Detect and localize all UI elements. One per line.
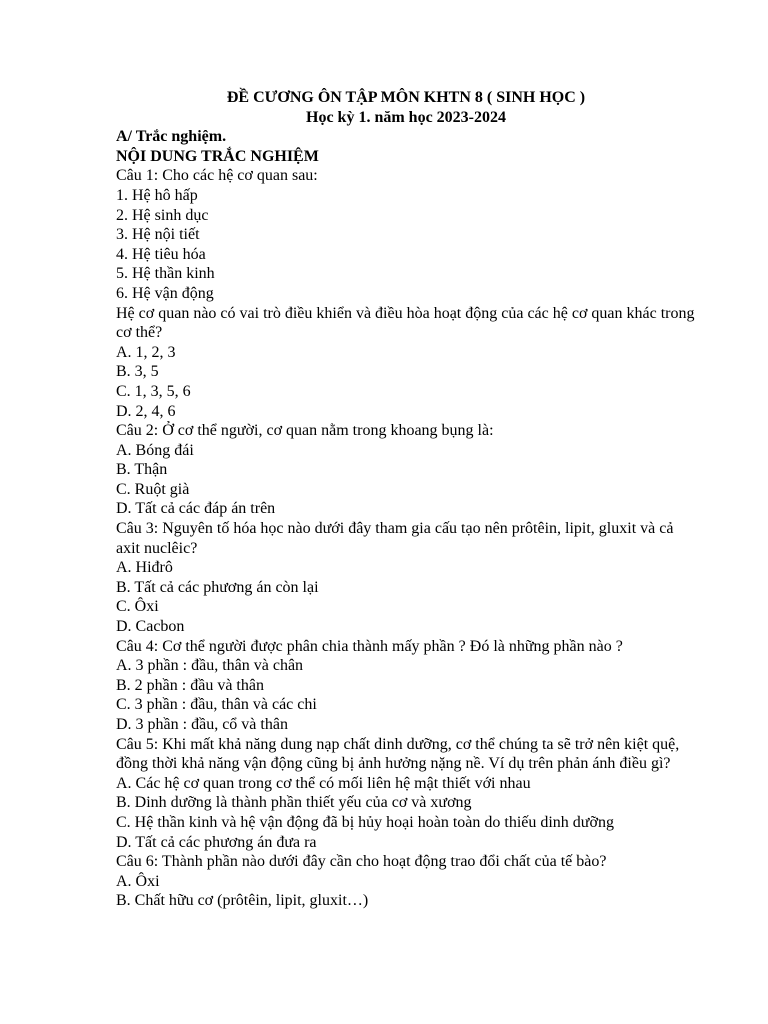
- question-1-list-item: 2. Hệ sinh dục: [116, 206, 209, 224]
- question-5-option-d: D. Tất cả các phương án đưa ra: [116, 833, 317, 851]
- question-1: [116, 166, 696, 421]
- question-4-prompt: Câu 4: Cơ thể người được phân chia thành mấy phần ? Đó là những phần nào ?: [116, 637, 623, 655]
- question-3-prompt: Câu 3: Nguyên tố hóa học nào dưới đây tham gia cấu tạo nên prôtêin, lipit, gluxit và cả axit nuclêic?: [116, 520, 674, 557]
- question-1-list-item: 3. Hệ nội tiết: [116, 226, 200, 244]
- question-6-option-b: B. Chất hữu cơ (prôtêin, lipit, gluxit…): [116, 892, 369, 910]
- question-3-option-a: A. Hiđrô: [116, 559, 173, 577]
- question-5-prompt: Câu 5: Khi mất khả năng dung nạp chất dinh dưỡng, cơ thể chúng ta sẽ trở nên kiệt quệ, đồng thời khả năng vận động cũng bị ảnh hưởng nặng nề. Ví dụ trên phản ánh điều gì?: [116, 735, 680, 773]
- question-1-prompt: Hệ cơ quan nào có vai trò điều khiển và điều hòa hoạt động của các hệ cơ quan khác trong cơ thể?: [116, 304, 695, 342]
- question-1-list-item: 4. Hệ tiêu hóa: [116, 245, 206, 263]
- question-2-option-a: A. Bóng đái: [116, 441, 194, 459]
- question-1-intro: Câu 1: Cho các hệ cơ quan sau:: [116, 167, 318, 185]
- question-6: [116, 852, 696, 911]
- question-2-option-c: C. Ruột già: [116, 480, 190, 498]
- question-6-option-a: A. Ôxi: [116, 872, 160, 890]
- question-2-prompt: Câu 2: Ở cơ thể người, cơ quan nằm trong khoang bụng là:: [116, 422, 494, 440]
- question-2: [116, 421, 696, 519]
- question-4-option-c: C. 3 phần : đầu, thân và các chi: [116, 696, 317, 714]
- question-1-option-c: C. 1, 3, 5, 6: [116, 382, 191, 400]
- section-a-heading: A/ Trắc nghiệm.: [116, 128, 227, 146]
- question-4-option-a: A. 3 phần : đầu, thân và chân: [116, 657, 304, 675]
- question-5: [116, 735, 696, 853]
- section-content-heading: NỘI DUNG TRẮC NGHIỆM: [116, 147, 319, 165]
- question-3-option-b: B. Tất cả các phương án còn lại: [116, 578, 319, 596]
- question-4-option-d: D. 3 phần : đầu, cổ và thân: [116, 716, 288, 733]
- question-4-option-b: B. 2 phần : đầu và thân: [116, 676, 264, 694]
- question-5-option-a: A. Các hệ cơ quan trong cơ thể có mối liên hệ mật thiết với nhau: [116, 774, 531, 792]
- question-1-option-a: A. 1, 2, 3: [116, 343, 176, 361]
- question-3-option-d: D. Cacbon: [116, 618, 185, 636]
- question-1-list-item: 5. Hệ thần kinh: [116, 265, 215, 283]
- question-1-option-d: D. 2, 4, 6: [116, 402, 176, 420]
- question-1-list-item: 1. Hệ hô hấp: [116, 186, 198, 204]
- question-5-option-b: B. Dinh dưỡng là thành phần thiết yếu của cơ và xương: [116, 794, 472, 812]
- document-title: ĐỀ CƯƠNG ÔN TẬP MÔN KHTN 8 ( SINH HỌC ): [226, 89, 586, 106]
- question-3-option-c: C. Ôxi: [116, 598, 159, 616]
- document-content: [116, 88, 696, 911]
- question-4: [116, 637, 696, 735]
- question-2-option-b: B. Thận: [116, 461, 168, 479]
- question-2-option-d: D. Tất cả các đáp án trên: [116, 500, 276, 518]
- document-subtitle: Học kỳ 1. năm học 2023-2024: [306, 108, 506, 126]
- question-1-list-item: 6. Hệ vận động: [116, 284, 214, 302]
- question-6-prompt: Câu 6: Thành phần nào dưới đây cần cho hoạt động trao đổi chất của tế bào?: [116, 853, 607, 871]
- question-5-option-c: C. Hệ thần kinh và hệ vận động đã bị hủy hoại hoàn toàn do thiếu dinh dưỡng: [116, 813, 614, 831]
- question-1-option-b: B. 3, 5: [116, 363, 159, 381]
- question-3: [116, 519, 696, 637]
